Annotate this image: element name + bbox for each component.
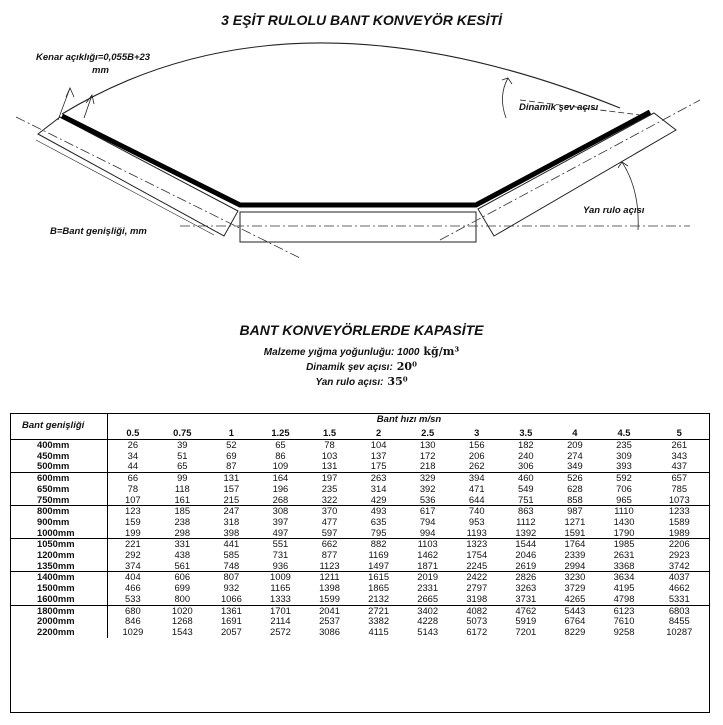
capacity-cell: 1073	[668, 493, 690, 505]
capacity-cell: 1123	[319, 559, 340, 571]
capacity-cell: 965	[616, 493, 632, 505]
capacity-cell: 209	[567, 439, 583, 450]
capacity-cell: 131	[207, 473, 256, 484]
belt-width-cell: 2200mm	[10, 627, 108, 638]
speed-header-cell: 1.5	[305, 427, 354, 440]
capacity-cell: 263	[354, 473, 403, 484]
capacity-cell: 2057	[220, 625, 242, 637]
capacity-cell: 182	[518, 439, 534, 450]
capacity-cell: 549	[518, 482, 534, 494]
capacity-cell: 44	[127, 460, 139, 472]
capacity-cell: 5919	[515, 615, 537, 627]
capacity-cell: 247	[207, 506, 256, 517]
capacity-cell: 1392	[515, 526, 537, 538]
capacity-cell: 238	[174, 515, 191, 527]
belt-width-cell: 1200mm	[10, 550, 108, 561]
capacity-cell: 2631	[613, 549, 635, 561]
speed-header-cell: 2	[354, 427, 403, 440]
belt-width-cell: 2000mm	[10, 616, 108, 627]
capacity-cell: 2114	[270, 615, 291, 627]
capacity-cell: 1066	[220, 592, 242, 604]
capacity-cell: 1193	[466, 526, 487, 538]
capacity-cell: 4798	[613, 592, 635, 604]
table-row	[10, 627, 710, 638]
capacity-cell: 5073	[466, 615, 488, 627]
belt-width-cell: 1500mm	[10, 583, 108, 594]
capacity-cell: 392	[419, 482, 436, 494]
speed-header-cell: 1.25	[256, 427, 305, 440]
table-row	[10, 594, 710, 605]
capacity-cell: 429	[370, 493, 387, 505]
capacity-cell: 318	[223, 515, 240, 527]
capacity-cell: 2665	[417, 592, 439, 604]
capacity-cell: 662	[305, 539, 354, 550]
capacity-cell: 1211	[305, 572, 354, 583]
speed-header-cell: 1	[207, 427, 256, 440]
capacity-cell: 65	[275, 439, 286, 450]
capacity-cell: 437	[671, 460, 688, 472]
capacity-cell: 1790	[613, 526, 635, 538]
capacity-cell: 268	[272, 493, 289, 505]
capacity-cell: 699	[174, 582, 191, 594]
capacity-cell: 156	[468, 439, 485, 450]
capacity-cell: 936	[272, 559, 289, 571]
capacity-cell: 846	[125, 615, 141, 627]
capacity-cell: 7610	[613, 615, 635, 627]
capacity-cell: 477	[321, 515, 338, 527]
capacity-cell: 1029	[122, 625, 144, 637]
capacity-cell: 2721	[354, 605, 403, 616]
capacity-cell: 3731	[515, 592, 537, 604]
speed-header-cell: 0.75	[158, 427, 207, 440]
capacity-cell: 86	[275, 449, 286, 461]
speed-header-label: Bant hızı m/sn	[376, 413, 442, 425]
capacity-cell: 66	[108, 473, 158, 484]
capacity-cell: 1871	[417, 559, 439, 571]
capacity-cell: 349	[567, 460, 583, 472]
param-density-label: Malzeme yığma yoğunluğu: 1000	[263, 347, 420, 358]
capacity-cell: 877	[321, 549, 338, 561]
capacity-cell: 104	[370, 439, 387, 450]
capacity-cell: 706	[616, 482, 632, 494]
capacity-cell: 309	[616, 449, 632, 461]
speed-header-row	[10, 427, 710, 440]
capacity-cell: 6803	[649, 605, 710, 616]
capacity-cell: 6764	[564, 615, 586, 627]
center-roller	[240, 212, 476, 242]
capacity-cell: 123	[108, 506, 158, 517]
speed-header-cell: 5	[649, 427, 710, 440]
table-row	[10, 550, 710, 561]
capacity-cell: 1462	[417, 549, 439, 561]
capacity-cell: 1589	[668, 515, 690, 527]
table-corner-label: Bant genişliği	[10, 413, 108, 440]
capacity-cell: 1020	[158, 605, 207, 616]
table-row	[10, 484, 710, 495]
capacity-cell: 6172	[466, 625, 488, 637]
capacity-cell: 2206	[649, 539, 710, 550]
capacity-cell: 6123	[599, 605, 648, 616]
capacity-cell: 1691	[220, 615, 242, 627]
capacity-cell: 8455	[668, 615, 690, 627]
left-roller	[38, 117, 238, 236]
capacity-cell: 218	[419, 460, 436, 472]
capacity-cell: 617	[403, 506, 452, 517]
capacity-cell: 99	[158, 473, 207, 484]
capacity-cell: 1865	[368, 582, 390, 594]
capacity-cell: 1615	[354, 572, 403, 583]
capacity-cell: 987	[550, 506, 599, 517]
capacity-cell: 2923	[668, 549, 690, 561]
capacity-cell: 3230	[550, 572, 599, 583]
capacity-cell: 1333	[270, 592, 291, 604]
capacity-cell: 87	[226, 460, 237, 472]
capacity-cell: 628	[567, 482, 583, 494]
capacity-cell: 3368	[613, 559, 635, 571]
capacity-cell: 5331	[668, 592, 690, 604]
capacity-cell: 393	[616, 460, 632, 472]
table-row	[10, 605, 710, 616]
capacity-cell: 994	[419, 526, 436, 538]
capacity-cell: 331	[158, 539, 207, 550]
param-side-roller	[0, 375, 723, 388]
capacity-cell: 4662	[668, 582, 690, 594]
capacity-cell: 471	[468, 482, 485, 494]
capacity-cell: 536	[419, 493, 436, 505]
belt-width-cell: 800mm	[10, 506, 108, 517]
capacity-cell: 441	[207, 539, 256, 550]
capacity-cell: 197	[305, 473, 354, 484]
belt-width-cell: 900mm	[10, 517, 108, 528]
capacity-cell: 1599	[319, 592, 340, 604]
capacity-cell: 1989	[668, 526, 690, 538]
table-row	[10, 517, 710, 528]
capacity-cell: 306	[518, 460, 534, 472]
capacity-cell: 2572	[270, 625, 291, 637]
capacity-cell: 51	[177, 449, 188, 461]
capacity-cell: 34	[127, 449, 139, 461]
speed-header-cell: 0.5	[108, 427, 158, 440]
diagram-title: 3 EŞİT RULOLU BANT KONVEYÖR KESİTİ	[221, 12, 502, 28]
capacity-cell: 137	[370, 449, 387, 461]
capacity-cell: 262	[468, 460, 485, 472]
capacity-cell: 1323	[452, 539, 501, 550]
capacity-cell: 1009	[256, 572, 305, 583]
capacity-cell: 4195	[613, 582, 635, 594]
capacity-cell: 404	[108, 572, 158, 583]
capacity-cell: 199	[125, 526, 141, 538]
capacity-cell: 235	[616, 439, 632, 450]
side-roller-angle-label: Yan rulo açısı	[583, 205, 645, 216]
param-dynamic-slope-label: Dinamik şev açısı:	[306, 362, 393, 373]
capacity-cell: 3742	[668, 559, 690, 571]
speed-header-cell: 4.5	[599, 427, 648, 440]
capacity-cell: 4228	[417, 615, 439, 627]
capacity-cell: 3086	[319, 625, 340, 637]
table-row	[10, 572, 710, 583]
capacity-cell: 3634	[599, 572, 648, 583]
capacity-cell: 1591	[564, 526, 586, 538]
table-row	[10, 451, 710, 462]
capacity-title: BANT KONVEYÖRLERDE KAPASİTE	[239, 322, 484, 338]
belt-width-cell: 1050mm	[10, 539, 108, 550]
capacity-cell: 131	[321, 460, 338, 472]
capacity-cell: 2339	[564, 549, 586, 561]
capacity-cell: 1112	[516, 515, 536, 527]
capacity-cell: 206	[468, 449, 485, 461]
capacity-cell: 292	[125, 549, 141, 561]
capacity-cell: 4265	[564, 592, 586, 604]
capacity-cell: 7201	[515, 625, 537, 637]
capacity-cell: 1165	[270, 582, 291, 594]
param-density-unit: kğ/m³	[423, 345, 460, 358]
capacity-cell: 1543	[171, 625, 193, 637]
capacity-cell: 329	[403, 473, 452, 484]
capacity-cell: 2245	[466, 559, 488, 571]
param-dynamic-slope	[0, 360, 723, 373]
capacity-cell: 526	[550, 473, 599, 484]
capacity-cell: 159	[125, 515, 141, 527]
capacity-cell: 298	[174, 526, 191, 538]
param-side-roller-label: Yan rulo açısı:	[315, 377, 384, 388]
right-roller	[478, 113, 676, 236]
belt-width-cell: 1000mm	[10, 528, 108, 539]
capacity-cell: 52	[226, 439, 237, 450]
table-row	[10, 506, 710, 517]
capacity-cell: 394	[452, 473, 501, 484]
capacity-cell: 438	[174, 549, 191, 561]
capacity-cell: 1268	[171, 615, 193, 627]
capacity-cell: 175	[370, 460, 387, 472]
table-row	[10, 561, 710, 572]
belt-width-cell: 1400mm	[10, 572, 108, 583]
capacity-cell: 1764	[550, 539, 599, 550]
capacity-table	[10, 413, 710, 638]
capacity-cell: 314	[370, 482, 387, 494]
speed-header-cell: 2.5	[403, 427, 452, 440]
capacity-cell: 10287	[666, 625, 693, 637]
capacity-cell: 1430	[613, 515, 635, 527]
table-row	[10, 616, 710, 627]
capacity-cell: 9258	[613, 625, 635, 637]
capacity-cell: 2331	[417, 582, 439, 594]
capacity-cell: 1754	[466, 549, 488, 561]
capacity-cell: 164	[256, 473, 305, 484]
capacity-cell: 172	[419, 449, 436, 461]
capacity-cell: 107	[125, 493, 141, 505]
param-density	[0, 345, 723, 358]
capacity-cell: 1169	[368, 549, 389, 561]
table-row	[10, 461, 710, 472]
capacity-cell: 2041	[305, 605, 354, 616]
capacity-cell: 1398	[319, 582, 340, 594]
capacity-cell: 497	[272, 526, 289, 538]
belt-width-cell: 500mm	[10, 461, 108, 472]
capacity-cell: 466	[125, 582, 141, 594]
speed-header-cell: 3.5	[501, 427, 550, 440]
dynamic-slope-label: Dinamik şev açısı	[519, 102, 599, 113]
capacity-cell: 78	[324, 439, 335, 450]
capacity-cell: 196	[272, 482, 289, 494]
capacity-cell: 680	[108, 605, 158, 616]
capacity-cell: 2046	[515, 549, 537, 561]
belt-width-cell: 450mm	[10, 451, 108, 462]
table-row	[10, 528, 710, 539]
belt-width-cell: 1800mm	[10, 605, 108, 616]
capacity-cell: 3729	[564, 582, 586, 594]
capacity-cell: 118	[174, 482, 190, 494]
capacity-cell: 69	[226, 449, 237, 461]
capacity-cell: 493	[354, 506, 403, 517]
capacity-cell: 103	[321, 449, 338, 461]
belt-width-cell: 600mm	[10, 473, 108, 484]
capacity-cell: 185	[158, 506, 207, 517]
table-row	[10, 473, 710, 484]
belt-width-cell: 750mm	[10, 495, 108, 506]
capacity-cell: 644	[468, 493, 485, 505]
capacity-cell: 807	[207, 572, 256, 583]
capacity-cell: 2826	[501, 572, 550, 583]
capacity-cell: 221	[108, 539, 158, 550]
capacity-cell: 592	[599, 473, 648, 484]
capacity-cell: 39	[177, 439, 188, 450]
capacity-cell: 953	[468, 515, 485, 527]
capacity-cell: 261	[671, 439, 688, 450]
capacity-cell: 235	[321, 482, 338, 494]
capacity-cell: 657	[649, 473, 710, 484]
capacity-cell: 606	[158, 572, 207, 583]
capacity-cell: 800	[174, 592, 191, 604]
capacity-cell: 343	[671, 449, 688, 461]
capacity-cell: 635	[370, 515, 387, 527]
belt-width-label: B=Bant genişliği, mm	[50, 226, 147, 237]
capacity-cell: 748	[223, 559, 240, 571]
capacity-cell: 4082	[452, 605, 501, 616]
capacity-cell: 4762	[501, 605, 550, 616]
capacity-cell: 2619	[515, 559, 537, 571]
capacity-cell: 4115	[368, 625, 389, 637]
capacity-cell: 5143	[417, 625, 439, 637]
capacity-cell: 398	[223, 526, 240, 538]
capacity-cell: 308	[256, 506, 305, 517]
capacity-cell: 2422	[452, 572, 501, 583]
capacity-cell: 561	[174, 559, 191, 571]
capacity-cell: 274	[567, 449, 583, 461]
capacity-cell: 3382	[368, 615, 390, 627]
capacity-cell: 551	[256, 539, 305, 550]
capacity-cell: 794	[419, 515, 436, 527]
capacity-cell: 3402	[403, 605, 452, 616]
capacity-cell: 932	[223, 582, 240, 594]
conveyor-cross-section-diagram	[0, 0, 723, 300]
capacity-cell: 597	[321, 526, 338, 538]
capacity-cell: 2019	[403, 572, 452, 583]
capacity-cell: 370	[305, 506, 354, 517]
capacity-cell: 1985	[599, 539, 648, 550]
capacity-cell: 1233	[649, 506, 710, 517]
capacity-cell: 109	[272, 460, 289, 472]
table-row	[10, 440, 710, 451]
capacity-cell: 5443	[550, 605, 599, 616]
capacity-cell: 2537	[319, 615, 340, 627]
capacity-cell: 3198	[466, 592, 488, 604]
belt-width-cell: 1350mm	[10, 561, 108, 572]
capacity-cell: 26	[127, 439, 139, 450]
edge-clearance-unit: mm	[92, 65, 109, 76]
capacity-cell: 397	[272, 515, 289, 527]
table-row	[10, 583, 710, 594]
capacity-cell: 460	[501, 473, 550, 484]
speed-header-cell: 3	[452, 427, 501, 440]
capacity-cell: 795	[370, 526, 387, 538]
capacity-cell: 374	[125, 559, 141, 571]
param-dynamic-slope-value: 20⁰	[396, 360, 417, 373]
belt-width-cell: 1600mm	[10, 594, 108, 605]
belt-width-cell: 400mm	[10, 440, 108, 451]
capacity-cell: 1103	[403, 539, 452, 550]
table-row	[10, 539, 710, 550]
capacity-cell: 1271	[564, 515, 586, 527]
speed-header-cell: 4	[550, 427, 599, 440]
capacity-cell: 161	[174, 493, 191, 505]
capacity-cell: 4037	[649, 572, 710, 583]
capacity-cell: 785	[671, 482, 688, 494]
capacity-cell: 858	[567, 493, 583, 505]
capacity-cell: 240	[518, 449, 534, 461]
capacity-cell: 322	[321, 493, 338, 505]
capacity-cell: 1701	[256, 605, 305, 616]
capacity-cell: 1544	[501, 539, 550, 550]
capacity-cell: 751	[518, 493, 534, 505]
capacity-cell: 2994	[564, 559, 586, 571]
capacity-cell: 1497	[368, 559, 390, 571]
capacity-cell: 585	[223, 549, 240, 561]
capacity-cell: 2797	[466, 582, 488, 594]
capacity-cell: 1110	[599, 506, 648, 517]
capacity-cell: 215	[223, 493, 240, 505]
capacity-cell: 130	[419, 439, 436, 450]
capacity-cell: 3263	[515, 582, 537, 594]
capacity-cell: 65	[177, 460, 188, 472]
capacity-cell: 863	[501, 506, 550, 517]
capacity-cell: 882	[354, 539, 403, 550]
edge-clearance-label: Kenar açıklığı=0,055B+23	[36, 52, 151, 63]
capacity-cell: 2132	[368, 592, 390, 604]
capacity-cell: 8229	[564, 625, 586, 637]
capacity-cell: 1361	[207, 605, 256, 616]
capacity-cell: 78	[127, 482, 139, 494]
capacity-cell: 157	[223, 482, 240, 494]
capacity-cell: 740	[452, 506, 501, 517]
capacity-cell: 533	[125, 592, 141, 604]
belt-width-cell: 650mm	[10, 484, 108, 495]
param-side-roller-value: 35⁰	[387, 375, 408, 388]
table-row	[10, 495, 710, 506]
capacity-cell: 731	[272, 549, 289, 561]
